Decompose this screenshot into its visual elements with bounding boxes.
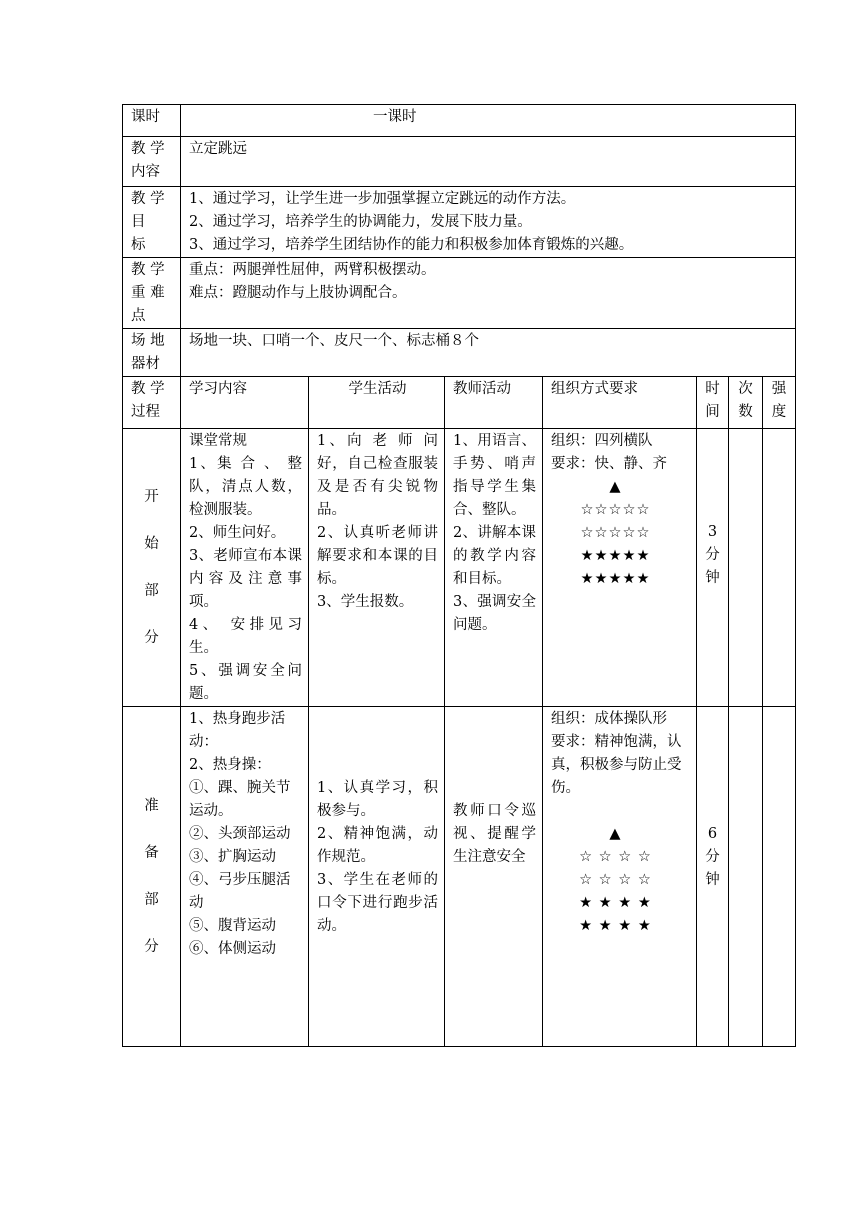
section-char: 始 [144,535,159,552]
goals-label: 教 学 目 标 [123,187,181,258]
prep-intensity [763,707,796,1047]
formation-row: ★ ★ ★ ★ [579,895,652,911]
org-line: 组织：四列横队 [551,433,653,449]
org-line: 要求：快、静、齐 [551,456,667,472]
col-header-content: 学习内容 [181,377,309,429]
keypoints-list [181,258,796,329]
col-header-time: 时 间 [697,377,729,429]
process-label: 教 学 过程 [123,377,181,429]
formation-row: ☆ ☆ ☆ ☆ [579,872,652,888]
col-header-student: 学生活动 [309,377,445,429]
start-org [543,429,697,707]
formation-row: ☆☆☆☆☆ [580,502,651,518]
keshi-value-text: 一课时 [373,109,417,125]
formation-diagram [543,823,691,938]
col-header-intensity: 强 度 [763,377,796,429]
start-count [729,429,763,707]
teacher-marker: ▲ [609,826,622,842]
org-text: 组织：成体操队形 要求：精神饱满，认真，积极参与防止受伤。 [551,711,682,796]
content-value: 立定跳远 [181,137,796,187]
content-label: 教 学 内容 [123,137,181,187]
section-char: 准 [144,797,159,814]
prep-student: 1、认真学习，积极参与。 2、精神饱满，动作规范。 3、学生在老师的口令下进行跑步活动。 [309,707,445,1047]
prep-org [543,707,697,1047]
keypoints-label: 教 学 重 难 点 [123,258,181,329]
goals-list [181,187,796,258]
section-char: 部 [144,891,159,908]
formation-row: ★★★★★ [580,548,651,564]
goal-item: 1、通过学习，让学生进一步加强掌握立定跳远的动作方法。 [189,191,576,207]
start-content: 课堂常规 1、集 合 、 整队，清点人数，检测服装。 2、师生问好。 3、老师宣布本课内容及注意事项。 4、 安排见习生。 5、强调安全问题。 [181,429,309,707]
formation-row: ☆ ☆ ☆ ☆ [579,849,652,865]
section-start-label [123,429,181,707]
keypoint-item: 重点：两腿弹性屈伸，两臂积极摆动。 [189,262,436,278]
prep-teacher: 教师口令巡视、提醒学生注意安全 [445,707,543,1047]
prep-content: 1、热身跑步活动： 2、热身操： ①、踝、腕关节运动。 ②、头颈部运动 ③、扩胸运动 ④、弓步压腿活动 ⑤、腹背运动 ⑥、体侧运动 [181,707,309,1047]
col-header-org: 组织方式要求 [543,377,697,429]
section-char: 部 [144,582,159,599]
formation-row: ★★★★★ [580,571,651,587]
equipment-label: 场 地 器材 [123,329,181,377]
section-prep-label [123,707,181,1047]
goal-item: 2、通过学习，培养学生的协调能力，发展下肢力量。 [189,214,532,230]
teacher-marker: ▲ [609,479,622,495]
keshi-value [181,105,796,137]
formation-row: ☆☆☆☆☆ [580,525,651,541]
formation-diagram [543,476,691,591]
keypoint-item: 难点：蹬腿动作与上肢协调配合。 [189,285,407,301]
section-start-row [123,429,796,707]
section-char: 分 [144,629,159,646]
keshi-label: 课时 [123,105,181,137]
start-time: 3 分 钟 [697,429,729,707]
col-header-count: 次 数 [729,377,763,429]
lesson-plan-table [122,104,796,1047]
goal-item: 3、通过学习，培养学生团结协作的能力和积极参加体育锻炼的兴趣。 [189,237,634,253]
section-char: 备 [144,844,159,861]
equipment-value: 场地一块、口哨一个、皮尺一个、标志桶８个 [181,329,796,377]
prep-time: 6 分 钟 [697,707,729,1047]
start-teacher: 1、用语言、手势、哨声指导学生集合、整队。 2、讲解本课的教学内容和目标。 3、强调安全问题。 [445,429,543,707]
start-student: 1、向 老 师 问好，自己检查服装及是否有尖锐物品。 2、认真听老师讲解要求和本课的目标。 3、学生报数。 [309,429,445,707]
section-char: 分 [144,938,159,955]
section-prep-row [123,707,796,1047]
formation-row: ★ ★ ★ ★ [579,918,652,934]
prep-count [729,707,763,1047]
start-intensity [763,429,796,707]
section-char: 开 [144,488,159,505]
col-header-teacher: 教师活动 [445,377,543,429]
